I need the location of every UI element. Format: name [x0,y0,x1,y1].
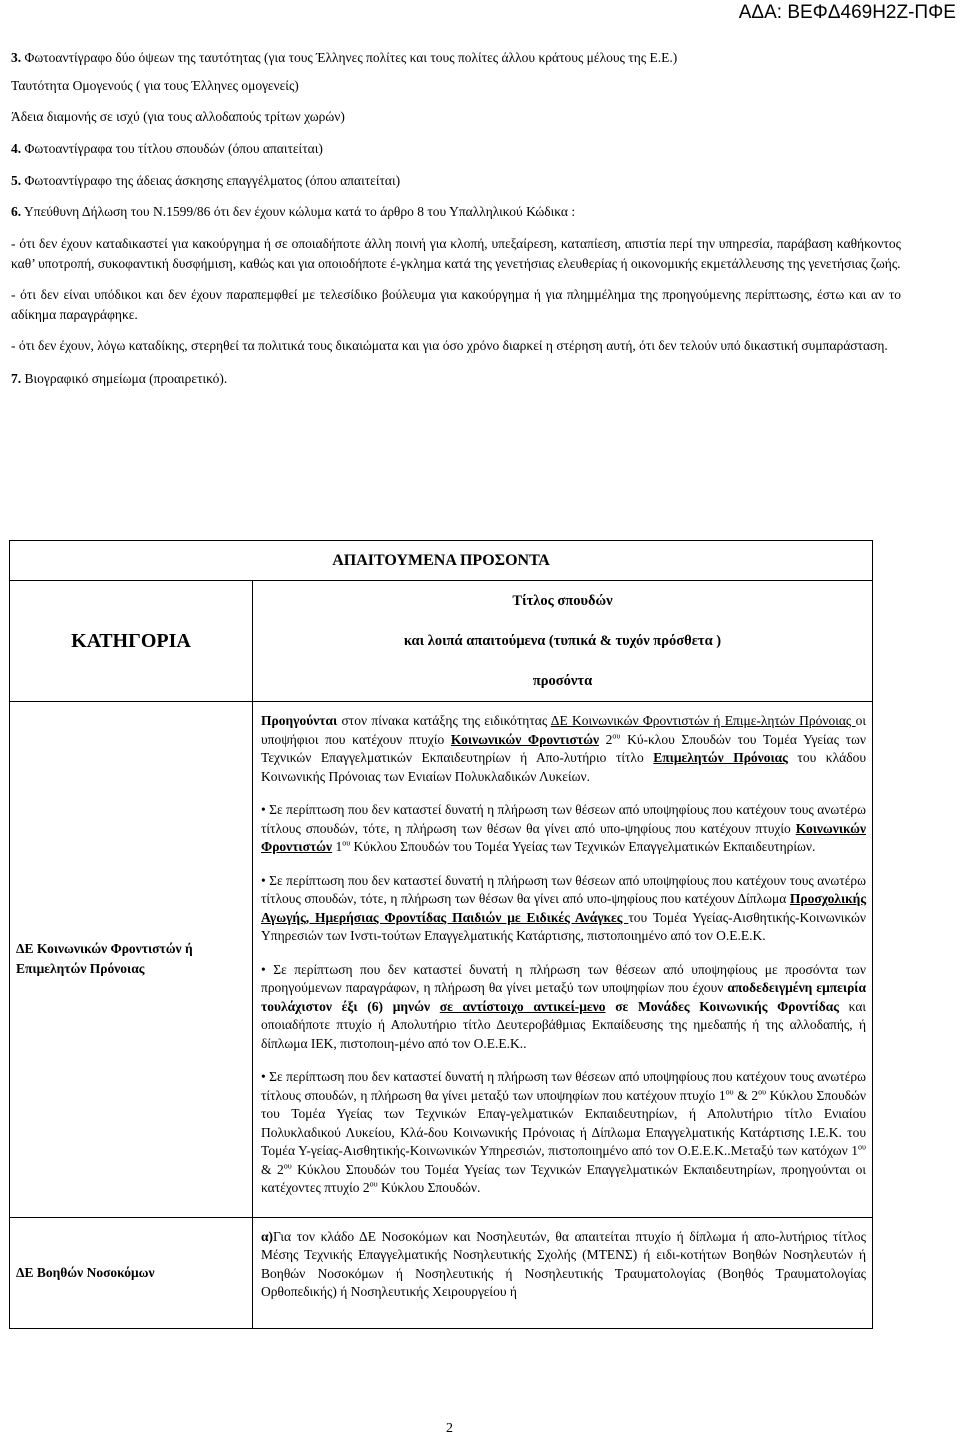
item-6: 6. Υπεύθυνη Δήλωση του Ν.1599/86 ότι δεν έχουν κώλυμα κατά το άρθρο 8 του Υπαλληλικού Κώδικα : [11,204,576,219]
paragraph-3: - ότι δεν έχουν, λόγω καταδίκης, στερηθεί τα πολιτικά τους δικαιώματα και για όσο χρόνο διαρκεί η στέρηση αυτή, ότι δεν τελούν υπό δικαστική συμπαράσταση. [11,338,888,353]
paragraph-1: - ότι δεν έχουν καταδικαστεί για κακούργημα ή σε οποιαδήποτε άλλη ποινή για κλοπή, υπεξαίρεση, καταπίεση, απιστία περί την υπηρεσία, παράβαση καθήκοντος καθ’ υποτροπή, συκοφαντική δυσφήμιση, καθώς και για οποιοδήποτε έ-γκλημα κατά της γενετήσιας ελευθερίας ή οικονομικής εκμετάλλευσης της γενετήσιας ζωής. [11,236,901,271]
item-3: 3. Φωτοαντίγραφο δύο όψεων της ταυτότητας (για τους Έλληνες πολίτες και τους πολίτες άλλου κράτους μέλους της Ε.Ε.) [11,50,678,65]
requirement-paragraph: • Σε περίπτωση που δεν καταστεί δυνατή η πλήρωση των θέσεων από υποψηφίους με προσόντα των προηγούμενων παραγράφων, η πλήρωση θα γίνει μεταξύ των υποψηφίων που έχουν αποδεδειγμένη εμπειρία τουλάχιστον έξι (6) μηνών σε αντίστοιχο αντικεί-μενο σε Μονάδες Κοινωνικής Φροντίδας και οποιαδήποτε πτυχίο ή Απολυτήριο τίτλο Δευτεροβάθμιας Εκπαίδευσης της ημεδαπής ή της αλλοδαπής, ή δίπλωμα ΙΕΚ, πιστοποιη-μένο από τον Ο.Ε.Ε.Κ.. [261,961,867,1051]
requirements-cell [253,1217,873,1328]
requirement-paragraph: • Σε περίπτωση που δεν καταστεί δυνατή η πλήρωση των θέσεων από υποψηφίους που κατέχουν τους ανωτέρω τίτλους σπουδών, η πλήρωση θα γίνει μεταξύ των υποψηφίων που κατέχουν πτυχίο $1^{o\upsilon}$ & $2^{o\upsilon}$ Κύκλου Σπουδών του Τομέα Υγείας των Τεχνικών Επαγ-γελματικών Εκπαιδευτηρίων, ή Απολυτήριο τίτλο Ενιαίου Πολυκλαδικού Λυκείου, Κλά-δου Κοινωνικής Πρόνοιας ή Δίπλωμα Επαγγελματικής Κατάρτισης Ι.Ε.Κ. του Τομέα Υ-γείας-Αισθητικής-Κοινωνικών Υπηρεσιών, πιστοποιημένο από τον Ο.Ε.Ε.Κ..Μεταξύ των κατόχων $1^{o\upsilon}$ & $2^{o\upsilon}$ Κύκλου Σπουδών του Τομέα Υγείας των Τεχνικών Επαγγελματικών Εκπαιδευτηρίων, προηγούνται οι κατέχοντες πτυχίο $2^{o\upsilon}$ Κύκλου Σπουδών. [261,1069,867,1195]
item-5: 5. Φωτοαντίγραφο της άδειας άσκησης επαγγέλματος (όπου απαιτείται) [11,173,401,188]
item-7: 7. Βιογραφικό σημείωμα (προαιρετικό). [11,370,228,386]
requirement-paragraph: • Σε περίπτωση που δεν καταστεί δυνατή η πλήρωση των θέσεων από υποψηφίους που κατέχουν τους ανωτέρω τίτλους σπουδών, τότε, η πλήρωση των θέσων θα γίνει από υπο-ψηφίους που κατέχουν Δίπλωμα Προσχολικής Αγωγής, Ημερήσιας Φροντίδας Παιδιών με Ειδικές Ανάγκες του Τομέα Υγείας-Αισθητικής-Κοινωνικών Υπηρεσιών των Ινστι-τούτων Επαγγελματικής Κατάρτισης, πιστοποιημένο από τον Ο.Ε.Ε.Κ. [261,872,867,943]
table-row [10,1217,873,1328]
paragraph-2: - ότι δεν είναι υπόδικοι και δεν έχουν παραπεμφθεί με τελεσίδικο βούλευμα για κακούργημα ή για πλημμέλημα της προηγούμενης περίπτωσης, έστω και αν το αδίκημα παραγράφηκε. [11,287,901,322]
intro-section [11,48,901,388]
document-code: ΑΔΑ: ΒΕΦΔ469Η2Ζ-ΠΦΕ [738,2,956,23]
requirements-header: Τίτλος σπουδών και λοιπά απαιτούμενα (τυπικά & τυχόν πρόσθετα ) προσόντα [253,581,873,702]
adeia-line: Άδεια διαμονής σε ισχύ (για τους αλλοδαπούς τρίτων χωρών) [11,109,345,124]
table-row [10,702,873,1218]
table-title: ΑΠΑΙΤΟΥΜΕΝΑ ΠΡΟΣΟΝΤΑ [10,541,873,581]
requirement-paragraph: α)Για τον κλάδο ΔΕ Νοσοκόμων και Νοσηλευτών, θα απαιτείται πτυχίο ή δίπλωμα ή απο-λυτήριος τίτλος Μέσης Τεχνικής Επαγγελματικής Νοσηλευτικής Σχολής (ΜΤΕΝΣ) ή ειδι-κοτήτων Βοηθών Νοσηλευτών ή Βοηθών Νοσοκόμων ή Νοσηλευτικής ή Νοσηλευτικής Τραυματολογίας (Βοηθός Τραυματολογίας Ορθοπεδικής) ή Νοσηλευτικής Χειρουργείου ή [261,1228,867,1299]
omogenis-line: Ταυτότητα Ομογενούς ( για τους Έλληνες ομογενείς) [11,78,299,93]
requirement-paragraph: Προηγούνται στον πίνακα κατάξης της ειδικότητας ΔΕ Κοινωνικών Φροντιστών ή Επιμε-λητών Πρόνοιας οι υποψήφιοι που κατέχουν πτυχίο Κοινωνικών Φροντιστών $2^{o\upsilon}$ Κύ-κλου Σπουδών του Τομέα Υγείας των Τεχνικών Επαγγελματικών Εκπαιδευτηρίων ή Απο-λυτήριο τίτλο Επιμελητών Πρόνοιας του κλάδου Κοινωνικής Πρόνοιας των Ενιαίων Πολυκλαδικών Λυκείων. [261,713,867,784]
category-cell: ΔΕ Κοινωνικών Φροντιστών ή Επιμελητών Πρόνοιας [10,702,253,1218]
requirements-cell [253,702,873,1218]
requirements-table [9,540,873,1329]
category-cell: ΔΕ Βοηθών Νοσοκόμων [10,1217,253,1328]
requirement-paragraph: • Σε περίπτωση που δεν καταστεί δυνατή η πλήρωση των θέσεων από υποψηφίους που κατέχουν τους ανωτέρω τίτλους σπουδών, τότε, η πλήρωση των θέσων θα γίνει από υπο-ψηφίους που κατέχουν πτυχίο Κοινωνικών Φροντιστών $1^{o\upsilon}$ Κύκλου Σπουδών του Τομέα Υγείας των Τεχνικών Επαγγελματικών Εκπαιδευτηρίων. [261,802,867,854]
category-header: ΚΑΤΗΓΟΡΙΑ [10,581,253,702]
page-number: 2 [446,1421,453,1436]
item-4: 4. Φωτοαντίγραφα του τίτλου σπουδών (όπου απαιτείται) [11,141,323,156]
